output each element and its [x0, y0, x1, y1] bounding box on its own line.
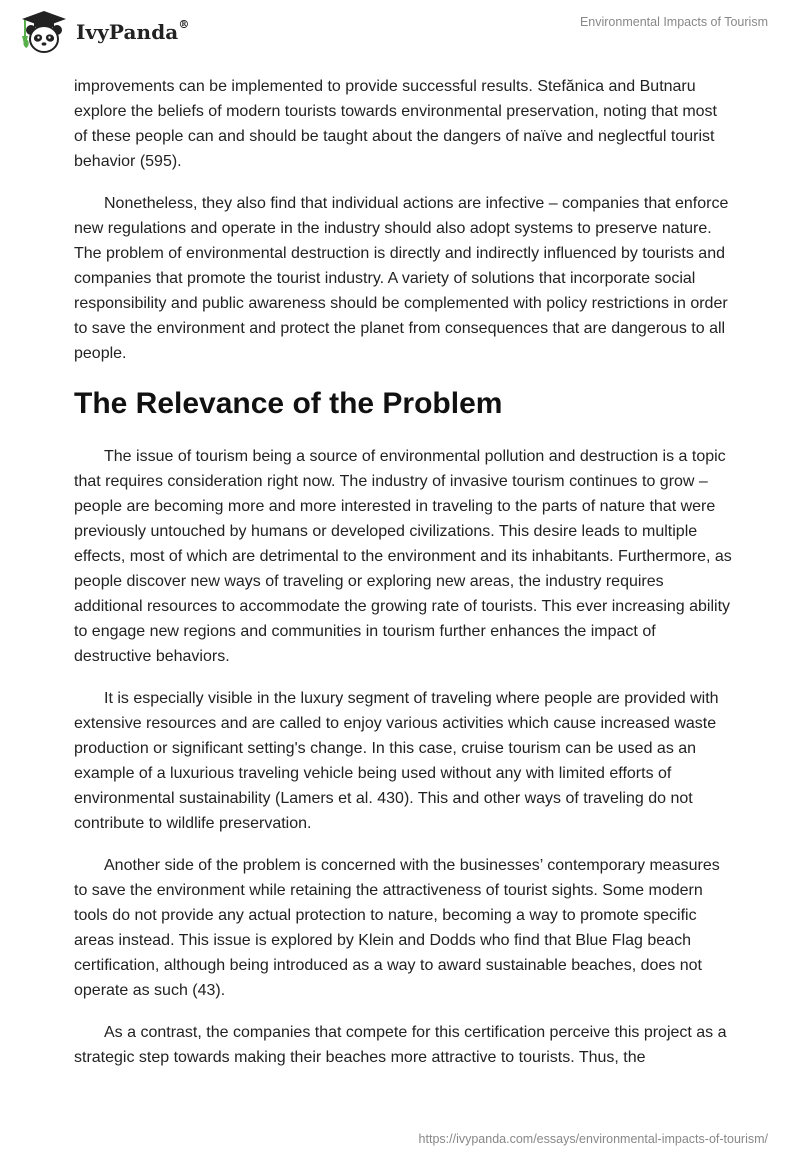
- paragraph: The issue of tourism being a source of environmental pollution and destruction is a topic that requires consideration right now. The industry of invasive tourism continues to grow – people are becoming more and more interested in traveling to the parts of nature that were previously untouched by humans or developed civilizations. This desire leads to multiple effects, most of which are detrimental to the environment and its inhabitants. Furthermore, as people discover new ways of traveling or exploring new areas, the industry requires additional resources to accommodate the growing rate of tourists. This ever increasing ability to engage new regions and communities in tourism further enhances the impact of destructive behaviors.: [74, 448, 732, 665]
- ivypanda-logo[interactable]: [16, 8, 189, 56]
- paragraph: It is especially visible in the luxury segment of traveling where people are provided with extensive resources and are called to enjoy various activities which cause increased waste production or significant setting's change. In this case, cruise tourism can be used as an example of a luxurious traveling vehicle being used without any with limited efforts of environmental sustainability (Lamers et al. 430). This and other ways of traveling do not contribute to wildlife preservation.: [74, 690, 719, 832]
- essay-body: [74, 74, 734, 1087]
- paragraph: Another side of the problem is concerned with the businesses’ contemporary measures to save the environment while retaining the attractiveness of tourist sights. Some modern tools do not provide any actual protection to nature, becoming a way to promote specific areas instead. This issue is explored by Klein and Dodds who find that Blue Flag beach certification, although being introduced as a way to award sustainable beaches, does not operate as such (43).: [74, 857, 720, 999]
- brand-name: IvyPanda®: [76, 18, 190, 44]
- section-heading: The Relevance of the Problem: [74, 387, 503, 420]
- document-title: Environmental Impacts of Tourism: [579, 15, 768, 29]
- paragraph: improvements can be implemented to provide successful results. Stefănica and Butnaru explore the beliefs of modern tourists towards environmental preservation, noting that most of these people can and should be taught about the dangers of naïve and neglectful tourist behavior (595).: [74, 78, 717, 170]
- panda-graduate-icon: [16, 8, 72, 56]
- paragraph: Nonetheless, they also find that individual actions are infective – companies that enforce new regulations and operate in the industry should also adopt systems to preserve nature. The problem of environmental destruction is directly and indirectly influenced by tourists and companies that promote the tourist industry. A variety of solutions that incorporate social responsibility and public awareness should be complemented with policy restrictions in order to save the environment and protect the planet from consequences that are dangerous to all people.: [74, 195, 729, 362]
- paragraph: As a contrast, the companies that compete for this certification perceive this project as a strategic step towards making their beaches more attractive to tourists. Thus, the: [74, 1024, 727, 1066]
- page-header: [0, 0, 800, 60]
- source-url[interactable]: https://ivypanda.com/essays/environmental-impacts-of-tourism/: [418, 1132, 768, 1146]
